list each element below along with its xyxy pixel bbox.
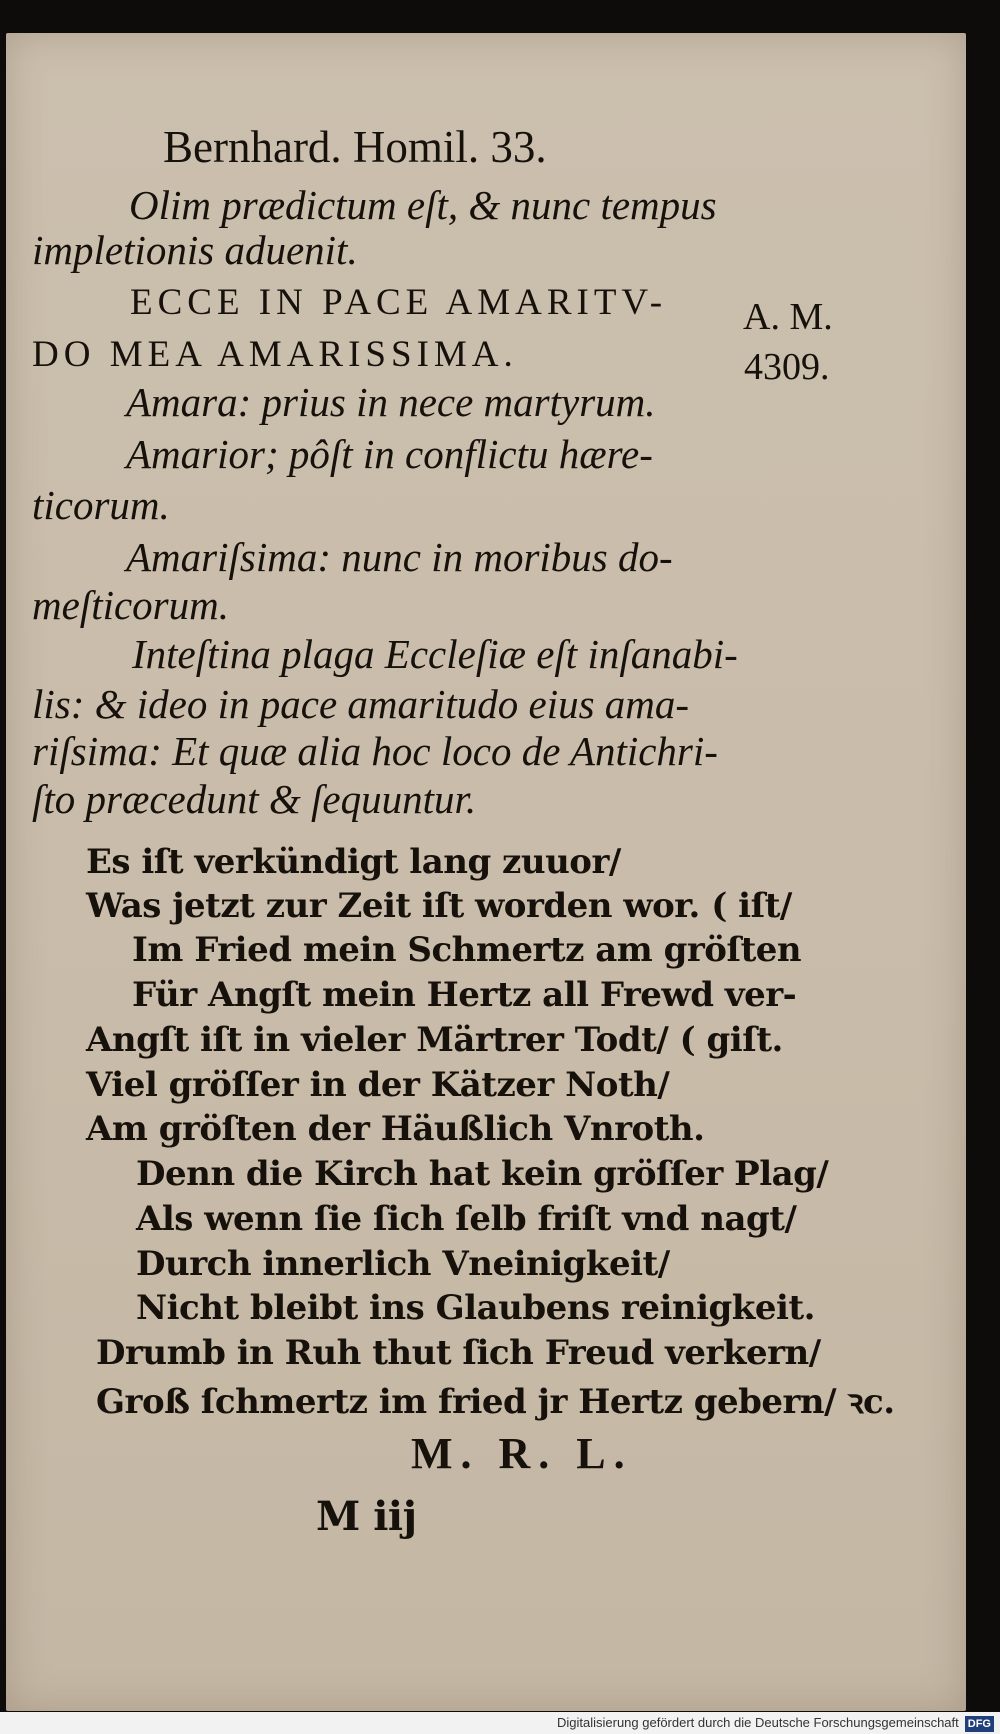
verse-line: Was jetzt zur Zeit iſt worden wor. ( iſt/ [86, 886, 792, 926]
text-line: Inteſtina plaga Eccleſiæ eſt inſanabi- [132, 631, 738, 677]
verse-line: Es iſt verkündigt lang zuuor/ [86, 842, 621, 882]
digitization-credit-bar [0, 1712, 1000, 1734]
text-line: Amariſsima: nunc in moribus do- [126, 534, 673, 580]
running-header: Bernhard. Homil. 33. [163, 122, 547, 172]
book-page [6, 33, 966, 1711]
text-line: Amarior; pôſt in conflictu hære- [126, 431, 653, 477]
signature-mark: M iij [316, 1493, 417, 1540]
text-line: ſto præcedunt & ſequuntur. [32, 776, 477, 822]
dfg-logo: DFG [965, 1716, 994, 1732]
verse-line: Drumb in Ruh thut ſich Freud verkern/ [96, 1333, 821, 1373]
verse-line: Durch innerlich Vneinigkeit/ [136, 1244, 670, 1284]
margin-note-line: 4309. [744, 346, 830, 388]
text-line: DO MEA AMARISSIMA. [32, 334, 518, 375]
text-line: ECCE IN PACE AMARITV- [130, 282, 668, 323]
verse-line: Angſt iſt in vieler Märtrer Todt/ ( giſt. [86, 1020, 783, 1060]
verse-line: Viel gröſſer in der Kätzer Noth/ [86, 1065, 670, 1105]
credit-text: Digitalisierung gefördert durch die Deutsche Forschungsgemeinschaft [556, 1715, 959, 1730]
text-line: ticorum. [32, 482, 170, 528]
text-line: lis: & ideo in pace amaritudo eius ama- [32, 681, 690, 727]
margin-note-line: A. M. [743, 296, 833, 338]
text-line: riſsima: Et quæ alia hoc loco de Antichri- [32, 728, 718, 774]
verse-line: Groß ſchmertz im fried jr Hertz gebern/ ꝛc. [96, 1382, 895, 1422]
verse-line: Nicht bleibt ins Glaubens reinigkeit. [136, 1288, 815, 1328]
text-line: meſticorum. [32, 582, 229, 628]
verse-line: Als wenn ſie ſich ſelb friſt vnd nagt/ [136, 1199, 797, 1239]
verse-line: Im Fried mein Schmertz am gröſten [132, 930, 802, 970]
text-line: Olim prædictum eſt, & nunc tempus [129, 182, 717, 228]
signature: M. R. L. [411, 1429, 633, 1478]
verse-line: Am gröſten der Häußlich Vnroth. [86, 1109, 705, 1149]
verse-line: Für Angſt mein Hertz all Frewd ver- [132, 975, 797, 1015]
text-line: impletionis aduenit. [32, 227, 358, 273]
text-line: Amara: prius in nece martyrum. [126, 379, 656, 425]
verse-line: Denn die Kirch hat kein gröſſer Plag/ [136, 1154, 829, 1194]
